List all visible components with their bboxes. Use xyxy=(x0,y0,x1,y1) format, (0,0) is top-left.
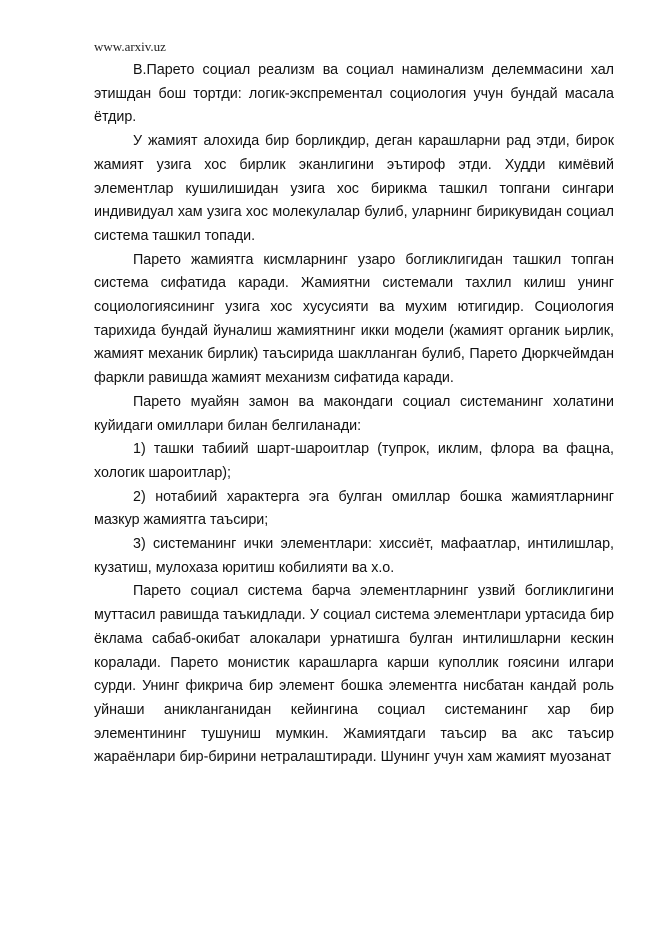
paragraph-3: Парето жамиятга кисмларнинг узаро богликлигидан ташкил топган система сифатида каради. Жамиятни системали тахлил килиш унинг социологиясининг узига хос хусусияти ва мухим ютигидир. Социология тарихида бундай йуналиш жамиятнинг икки модели (жамият органик ьирлик, жамият механик бирлик) таъсирида шаклланган булиб, Парето Дюркчеймдан фаркли равишда жамият механизм сифатида каради. xyxy=(94,251,614,387)
paragraph-5: Парето социал система барча элементларнинг узвий богликлигини муттасил равишда таъкидлади. У социал система элементлари уртасида бир ёклама сабаб-окибат алокалари урнатишга булган интилишларни кескин коралади. Парето монистик карашларга карши куполлик гоясини илгари сурди. Унинг фикрича бир элемент бошка элементга нисбатан кандай роль уйнаши аникланганидан кейингина социал системанинг хар бир элементининг тушуниш мумкин. Жамиятдаги таъсир ва акс таъсир жараёнлари бир-бирини нетралаштиради. Шунинг учун хам жамият муозанат xyxy=(94,583,614,766)
paragraph-2: У жамият алохида бир борликдир, деган карашларни рад этди, бирок жамият узига хос бирлик эканлигини эътироф этди. Худди кимёвий элементлар кушилишидан узига хос бирикма ташкил топгани сингари индивидуал хам узига хос молекулалар булиб, уларнинг бирикувидан социал система ташкил топади. xyxy=(94,133,614,244)
paragraph-1: B.Парето социал реализм ва социал наминализм делеммасини хал этишдан бош тортди: логик-экспрементал социология учун бундай масала ётдир. xyxy=(94,62,614,126)
document-body xyxy=(94,59,614,770)
list-item-3: 3) системанинг ички элементлари: хиссиёт, мафаатлар, интилишлар, кузатиш, мулохаза юритиш кобилияти ва х.о. xyxy=(94,536,614,576)
site-header[interactable]: www.arxiv.uz xyxy=(94,39,166,54)
list-item-2: 2) нотабиий характерга эга булган омиллар бошка жамиятларнинг мазкур жамиятга таъсири; xyxy=(94,488,614,529)
list-item-1: 1) ташки табиий шарт-шароитлар (тупрок, иклим, флора ва фацна, хологик шароитлар); xyxy=(94,441,614,481)
paragraph-4: Парето муайян замон ва макондаги социал системанинг холатини куйидаги омиллари билан белгиланади: xyxy=(94,393,614,434)
